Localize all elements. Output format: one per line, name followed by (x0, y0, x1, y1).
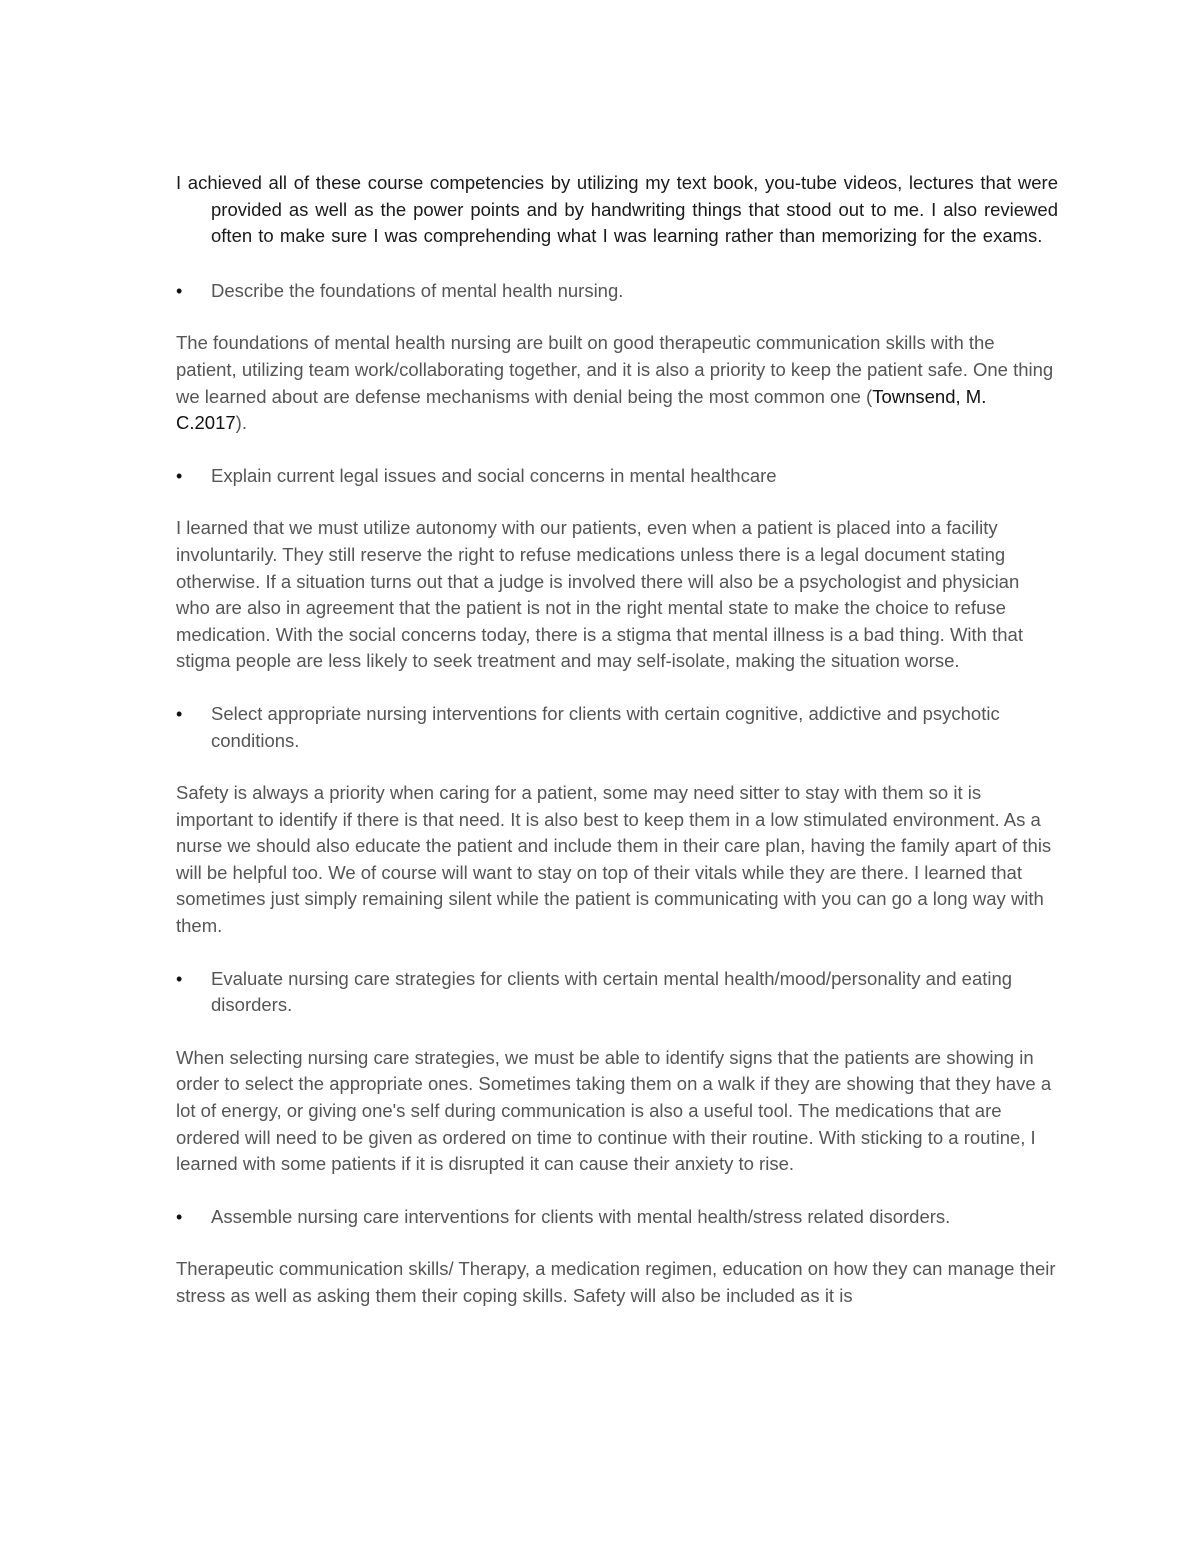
competency-text: Describe the foundations of mental health nursing. (211, 279, 624, 301)
competency-bullet (176, 463, 1058, 490)
competency-text: Assemble nursing care interventions for clients with mental health/stress related disorders. (211, 1205, 951, 1227)
bullet-icon: • (176, 703, 183, 724)
paragraph-end-text: ). (235, 412, 247, 434)
section-paragraph (176, 330, 1058, 436)
intro-paragraph: I achieved all of these course competencies by utilizing my text book, you-tube videos, lectures that were provided as well as the power points and by handwriting things that stood out to me. I also reviewed often to make sure I was comprehending what I was learning rather than memorizing for the exams. (176, 172, 1058, 247)
competency-text: Evaluate nursing care strategies for clients with certain mental health/mood/personality and eating disorders. (211, 967, 1013, 1016)
bullet-icon: • (176, 280, 183, 301)
competency-text: Explain current legal issues and social concerns in mental healthcare (211, 464, 777, 486)
document-content (176, 170, 1058, 1336)
citation-text: Townsend, M. C.2017 (176, 385, 987, 434)
competency-bullet (176, 278, 1058, 305)
paragraph-text: The foundations of mental health nursing are built on good therapeutic communication skills with the patient, utilizing team work/collaborating together, and it is also a priority to keep the patient safe. One thing we learned about are defense mechanisms with denial being the most common one ( (176, 332, 1054, 407)
section-paragraph: Safety is always a priority when caring for a patient, some may need sitter to stay with them so it is important to identify if there is that need. It is also best to keep them in a low stimulated environment. As a nurse we should also educate the patient and include them in their care plan, having the family apart of this will be helpful too. We of course will want to stay on top of their vitals while they are there. I learned that sometimes just simply remaining silent while the patient is communicating with you can go a long way with them. (176, 782, 1052, 937)
competency-text: Select appropriate nursing interventions for clients with certain cognitive, addictive and psychotic conditions. (211, 702, 1000, 751)
bullet-icon: • (176, 465, 183, 486)
section-paragraph: I learned that we must utilize autonomy with our patients, even when a patient is placed into a facility involuntarily. They still reserve the right to refuse medications unless there is a legal document stating otherwise. If a situation turns out that a judge is involved there will also be a psychologist and physician who are also in agreement that the patient is not in the right mental state to make the choice to refuse medication. With the social concerns today, there is a stigma that mental illness is a bad thing. With that stigma people are less likely to seek treatment and may self-isolate, making the situation worse. (176, 517, 1023, 672)
competency-bullet (176, 1204, 1058, 1231)
competency-bullet (176, 701, 1058, 754)
bullet-icon: • (176, 1206, 183, 1227)
bullet-icon: • (176, 968, 183, 989)
section-paragraph: Therapeutic communication skills/ Therapy, a medication regimen, education on how they can manage their stress as well as asking them their coping skills. Safety will also be included as it is (176, 1258, 1056, 1306)
competency-bullet (176, 966, 1058, 1019)
section-paragraph: When selecting nursing care strategies, we must be able to identify signs that the patients are showing in order to select the appropriate ones. Sometimes taking them on a walk if they are showing that they have a lot of energy, or giving one's self during communication is also a useful tool. The medications that are ordered will need to be given as ordered on time to continue with their routine. With sticking to a routine, I learned with some patients if it is disrupted it can cause their anxiety to rise. (176, 1046, 1052, 1175)
